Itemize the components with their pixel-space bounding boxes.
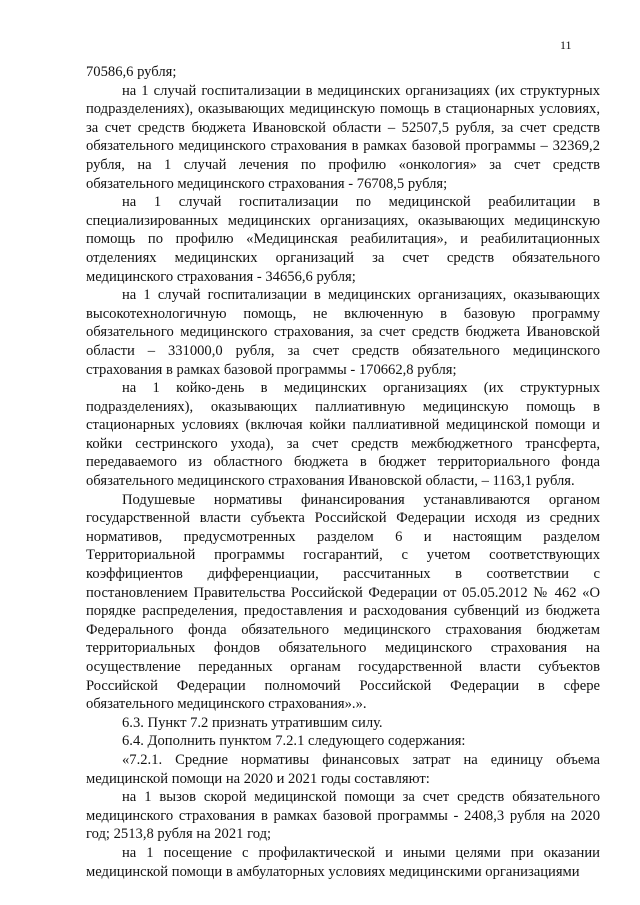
paragraph-per-capita-norms: Подушевые нормативы финансирования устанавливаются органом государственной власти субъекта Российской Федерации исходя из средних нормативов, предусмотренных разделом 6 и настоящим разделом Территориальной программы госгарантий, с учетом соответствующих коэффициентов дифференциации, рассчитанных в соответствии с постановлением Правительства Российской Федерации от 05.05.2012 № 462 «О порядке распределения, предоставления и расходования субвенций из бюджета Федерального фонда обязательного медицинского страхования бюджетам территориальных фондов обязательного медицинского страхования на осуществление переданных органам государственной власти субъектов Российской Федерации полномочий Российской Федерации в сфере обязательного медицинского страхования».». bbox=[86, 491, 600, 713]
page-number: 11 bbox=[560, 38, 572, 52]
paragraph-continuation: 70586,6 рубля; bbox=[86, 64, 177, 80]
paragraph-item-7-2-1: «7.2.1. Средние нормативы финансовых затрат на единицу объема медицинской помощи на 2020 и 2021 годы составляют: bbox=[86, 751, 600, 787]
paragraph-ambulance-call-cost: на 1 вызов скорой медицинской помощи за счет средств обязательного медицинского страхования в рамках базовой программы - 2408,3 рубля на 2020 год; 2513,8 рубля на 2021 год; bbox=[86, 789, 600, 843]
paragraph-item-6-3: 6.3. Пункт 7.2 признать утратившим силу. bbox=[122, 714, 383, 731]
paragraph-hospitalization-cost: на 1 случай госпитализации в медицинских организациях (их структурных подразделениях), оказывающих медицинскую помощь в стационарных условиях, за счет средств бюджета Ивановской области – 52507,5 рубля, за счет средств обязательного медицинского страхования в рамках базовой программы – 32369,2 рубля, на 1 случай лечения по профилю «онкология» за счет средств обязательного медицинского страхования - 76708,5 рубля; bbox=[86, 82, 600, 192]
paragraph-item-6-4: 6.4. Дополнить пунктом 7.2.1 следующего содержания: bbox=[122, 733, 466, 750]
document-body bbox=[86, 63, 600, 881]
paragraph-rehabilitation-cost: на 1 случай госпитализации по медицинской реабилитации в специализированных медицинских организациях, оказывающих медицинскую помощь по профилю «Медицинская реабилитация», и реабилитационных отделениях медицинских организаций за счет средств обязательного медицинского страхования - 34656,6 рубля; bbox=[86, 194, 600, 285]
paragraph-outpatient-visit-cost: на 1 посещение с профилактической и иными целями при оказании медицинской помощи в амбулаторных условиях медицинскими организациями bbox=[86, 844, 600, 880]
paragraph-high-tech-care-cost: на 1 случай госпитализации в медицинских организациях, оказывающих высокотехнологичную помощь, не включенную в базовую программу обязательного медицинского страхования, за счет средств бюджета Ивановской области – 331000,0 рубля, за счет средств обязательного медицинского страхования в рамках базовой программы - 170662,8 рубля; bbox=[86, 287, 600, 378]
paragraph-palliative-bed-day-cost: на 1 койко-день в медицинских организациях (их структурных подразделениях), оказывающих паллиативную медицинскую помощь в стационарных условиях (включая койки паллиативной медицинской помощи и койки сестринского ухода), за счет средств межбюджетного трансферта, передаваемого из областного бюджета в бюджет территориального фонда обязательного медицинского страхования Ивановской области, – 1163,1 рубля. bbox=[86, 380, 600, 490]
